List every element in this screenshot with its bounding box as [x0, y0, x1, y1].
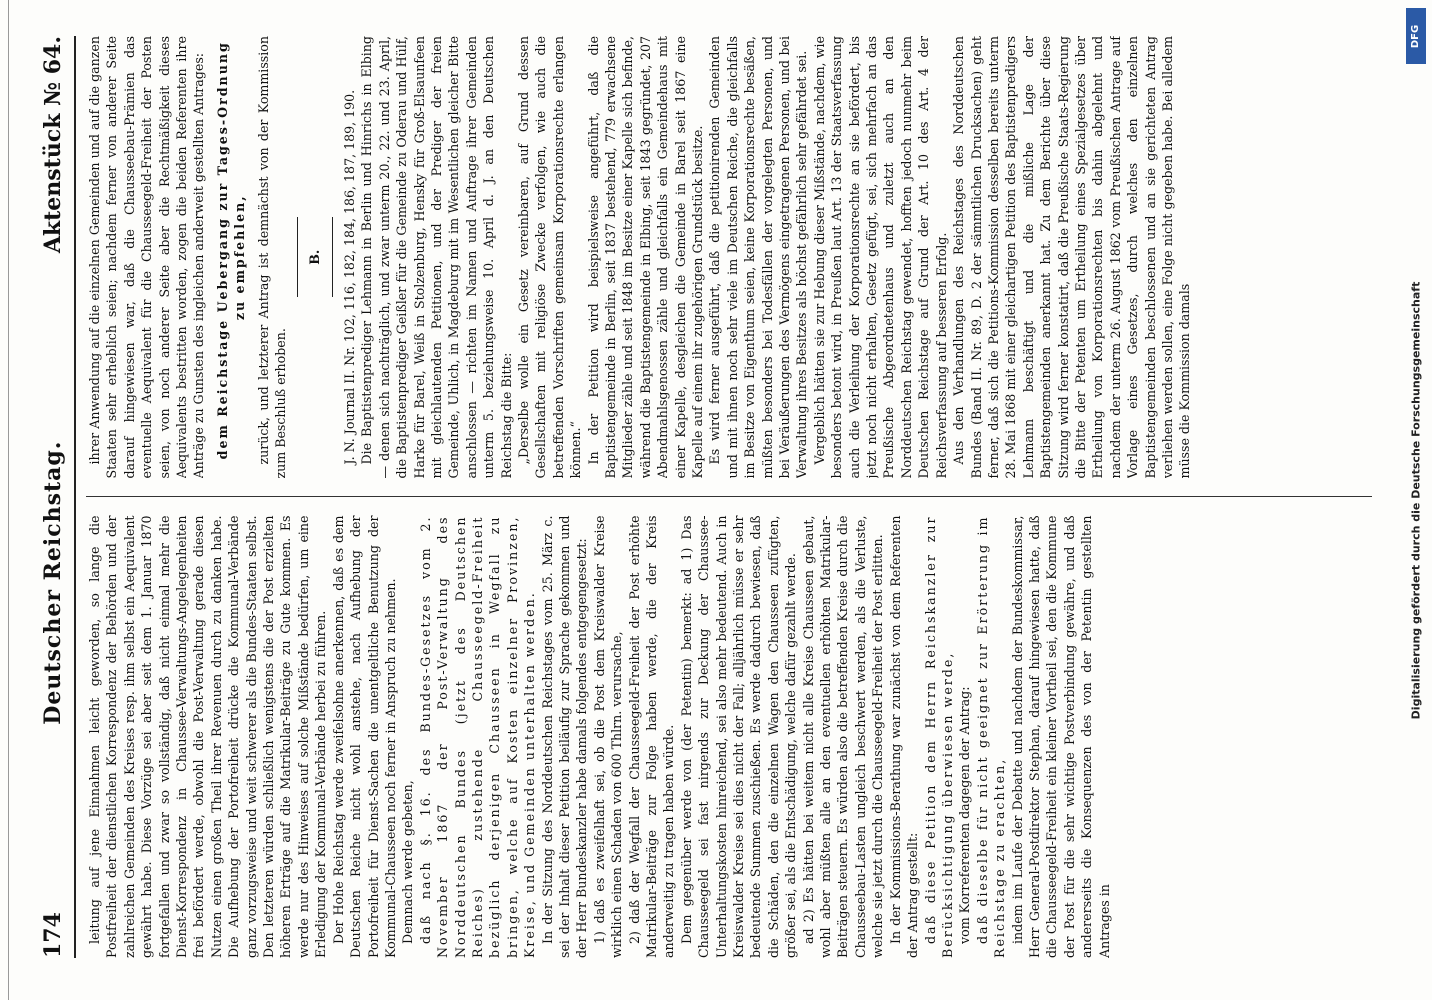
- page-content: [40, 36, 1372, 958]
- paragraph: Dem gegenüber werde von (der Petentin) bemerkt: ad 1) Das Chausseegeld sei fast nirgends zur Deckung der Chaussee-Unterhaltungskosten hinreichend, sei also mehr bedeutend. Auch in Kreiswalder Kreise sei dies nicht der Fall; alljährlich müsse er sehr bedeutende Summen zuschießen. Es werde dadurch bewiesen, daß die Schäden, den die einzelnen Wagen den Chausseen zufügten, größer sei, als die Entschädigung, welche dafür gezahlt werde.: [678, 515, 799, 958]
- credit-text: Digitalisierung gefördert durch die Deutsche Forschungsgemeinschaft: [1409, 281, 1423, 719]
- page-header: [40, 36, 76, 958]
- column-left: [86, 516, 1372, 959]
- paragraph: Vergeblich hätten sie zur Hebung dieser Mißstände, nachdem, wie besonders betont wird, in Preußen laut Art. 13 der Staatsverfassung auch die Verleihung der Korporationsrechte an sie befördert, bis jetzt noch nicht erhalten, Gesetz gefügt, sei, sich mehrfach an das Preußische Abgeordnetenhaus und zuletzt auch an den Norddeutschen Reichstag gewendet, hofften jedoch nunmehr beim Deutschen Reichstage auf Grund der Art. 10 des Art. 4 der Reichsverfassung auf besseren Erfolg.: [811, 36, 949, 479]
- page-number: 174: [40, 912, 66, 958]
- paragraph: Der Hohe Reichstag werde zweifelsohne anerkennen, daß es dem Deutschen Reiche nicht wohl anstehe, nach Aufhebung der Portofreiheit für Dienst-Sachen die unentgeltliche Benutzung der Kommunal-Chausseen noch ferner in Anspruch zu nehmen.: [330, 515, 398, 958]
- paragraph: In der Kommissions-Berathung war zunächst von dem Referenten der Antrag gestellt:: [887, 515, 921, 958]
- paragraph: In der Petition wird beispielsweise angeführt, daß die Baptistengemeinde in Berlin, seit 1837 bestehend, 779 erwachsene Mitglieder zähle und seit 1848 im Besitze einer Kapelle sich befinde, während die Baptistengemeinde in Elbing, seit 1843 gegründet, 207 Abendmahlsgenossen zähle und gleichfalls ein Gemeindehaus mit einer Kapelle, desgleichen die Gemeinde in Barel seit 1867 eine Kapelle auf einem ihr zugehörigen Grundstück besitze.: [585, 36, 705, 479]
- paragraph: ad 2) Es hätten bei weitem nicht alle Kreise Chausseen gebaut, wohl aber müßten alle an den eventuellen erhöhten Matrikular-Beiträgen steuern. Es würden also die betreffenden Kreise durch die Chausseebau-Lasten ungleich beschwert werden, als die Verluste, welche sie jetzt durch die Chausseegeld-Freiheit der Post erlitten.: [800, 515, 886, 958]
- paragraph: daß diese Petition dem Herrn Reichskanzler zur Berücksichtigung überwiesen werde,: [922, 515, 955, 958]
- dfg-logo-text: DFG: [1410, 24, 1422, 48]
- paragraph: 2) daß der Wegfall der Chausseegeld-Freiheit der Post erhöhte Matrikular-Beiträge zur Folge haben werde, die der Kreis anderweitig zu tragen haben würde.: [626, 515, 677, 958]
- paragraph: daß nach §. 16. des Bundes-Gesetzes vom 2. November 1867 der Post-Verwaltung des Norddeutschen Bundes (jetzt des Deutschen Reiches) zustehende Chausseegeld-Freiheit bezüglich derjenigen Chausseen in Wegfall zu bringen, welche auf Kosten einzelner Provinzen, Kreise, und Gemeinden unterhalten werden.: [417, 515, 538, 958]
- section-letter: B.: [307, 249, 323, 265]
- paragraph: ihrer Anwendung auf die einzelnen Gemeinden und auf die ganzen Staaten sehr erheblich seien; nachdem ferner von anderer Seite darauf hingewiesen war, daß die Chausseebau-Prämien das eventuelle Aequivalent für die Chausseegeld-Freiheit der Posten seien, von noch anderer Seite aber die Rechtmäßigkeit dieses Aequivalents bestritten worden, zogen die beiden Referenten ihre Anträge zu Gunsten des ingleichen anderweit gestellten Antrages:: [87, 36, 207, 479]
- paragraph: 1) daß es zweifelhaft sei, ob die Post dem Kreiswalder Kreise wirklich einen Schaden von 600 Thlrn. verursache,: [591, 515, 625, 958]
- running-title: Deutscher Reichstag.: [40, 440, 66, 725]
- journal-reference: J. N. Journal II. Nr. 102, 116, 182, 184, 186, 187, 189, 190.: [341, 89, 357, 465]
- text-columns: [86, 36, 1372, 958]
- paragraph: Die Baptistenprediger Lehmann in Berlin und Hinrichs in Elbing — denen sich nachträglich, und zwar unterm 20., 22. und 23. April, die Baptistenprediger Geißler für die Gemeinde zu Oderau und Hülf, Harke für Barel, Weiß in Stolzenburg, Hensky für Groß-Elsaunfeen mit gleichlautenden Petitionen, und der Prediger der freien Gemeinde, Uhlich, in Magdeburg mit im Wesentlichen gleicher Bitte anschlossen — richten im Namen und Auftrage ihrer Gemeinden unterm 5. beziehungsweise 10. April d. J. an den Deutschen Reichstag die Bitte:: [359, 36, 514, 479]
- quoted-request: „Derselbe wolle ein Gesetz vereinbaren, auf Grund dessen Gesellschaften mit religiöse Zwecke verfolgen, wie auch die betreffenden Vorschriften gemeinsam Korporationsrechte erlangen können.“: [515, 36, 584, 479]
- section-rule: [297, 217, 298, 297]
- column-right: [86, 36, 1372, 479]
- motion-text: dem Reichstage Uebergang zur Tages-Ordnung zu empfehlen,: [214, 41, 248, 460]
- paragraph: Aus den Verhandlungen des Reichstages des Norddeutschen Bundes (Band II. Nr. 89, D. 2 der sämmtlichen Drucksachen) geht ferner, daß sich die Petitions-Kommission desselben bereits unterm 28. Mai 1868 mit einer gleichartigen Petition des Baptistenpredigers Lehmann beschäftigt und die mißliche Lage der Baptistengemeinden anerkannt hat. Zu dem Berichte über diese Sitzung wird ferner konstatirt, daß die Preußische Staats-Regierung die Bitte der Petenten um Ertheilung eines Spezialgesetzes über Ertheilung von Korporationsrechten bis dahin abgelehnt und nachdem der unterm 26. August 1862 vom Preußischen Antrage auf Vorlage eines Gesetzes, durch welches den einzelnen Baptistengemeinden beschlossenen und an sie gerichteten Antrag verliehen werden sollen, eine Folge nicht gegeben habe. Bei alledem müsse die Kommission damals: [951, 36, 1193, 479]
- section-label: Aktenstück № 64.: [40, 36, 66, 254]
- paragraph: vom Korreferenten dagegen der Antrag:: [957, 686, 973, 944]
- column-divider: [86, 497, 1372, 498]
- paragraph: Es wird ferner ausgeführt, daß die petitionirenden Gemeinden und mit ihnen noch sehr viele im Deutschen Reiche, die gleichfalls im Besitze von Eigenthum seien, keine Korporationsrechte besäßen, müßten besonders bei Todesfällen der vorgelegten Personen, und bei Veräußerungen des Vermögens eingetragenen Personen, und bei Verwaltung ihres Besitzes als höchst gefährlich sehr gefährdet sei.: [707, 36, 810, 479]
- paragraph: Demnach werde gebeten,: [400, 780, 416, 944]
- scan-edge: [0, 0, 9, 1000]
- digitization-credit: [1406, 0, 1426, 1000]
- paragraph: indem im Laufe der Debatte und nachdem der Bundeskommissar, Herr General-Postdirektor Stephan, darauf hingewiesen hatte, daß die Chausseegeld-Freiheit ein kleiner Vortheil sei, den die Kommune der Post für die sehr wichtige Postverbindung gewähre, und daß andererseits die Konsequenzen des von der Petentin gestellten Antrages in: [1009, 515, 1112, 958]
- paragraph: zurück, und letzterer Antrag ist demnächst von der Kommission zum Beschluß erhoben.: [255, 36, 289, 479]
- paragraph: In der Sitzung des Norddeutschen Reichstages vom 25. März c. sei der Inhalt dieser Petition beiläufig zur Sprache gekommen und der Herr Bundeskanzler habe damals folgendes entgegengesetzt:: [539, 515, 590, 958]
- section-rule: [332, 217, 333, 297]
- paragraph: leitung auf jene Einnahmen leicht geworden, so lange die Postfreiheit der dienstlichen Korrespondenz der Behörden und der zahlreichen Gemeinden des Kreises resp. ihm selbst ein Aequivalent gewährt habe. Diese Vorzüge sei aber seit dem 1. Januar 1870 fortgefallen und zwar so vollständig, daß nicht einmal mehr die Dienst-Korrespondenz in Chaussee-Verwaltungs-Angelegenheiten frei befördert werde, obwohl die Post-Verwaltung gerade diesen Nutzen einen großen Theil ihrer Revenuen durch zu danken habe. Die Aufhebung der Portofreiheit drücke die Kommunal-Verbände ganz vorzugsweise und weit schwerer als die Bundes-Staaten selbst. Den letzteren würden schließlich wenigstens die der Post erzielten höheren Erträge auf die Matrikular-Beiträge zu Gute kommen. Es werde nur des Hinweises auf solche Mißstände bedürfen, um eine Erledigung der Kommunal-Verbände herbei zu führen.: [87, 515, 329, 958]
- paragraph: daß dieselbe für nicht geeignet zur Erörterung im Reichstage zu erachten,: [974, 515, 1008, 958]
